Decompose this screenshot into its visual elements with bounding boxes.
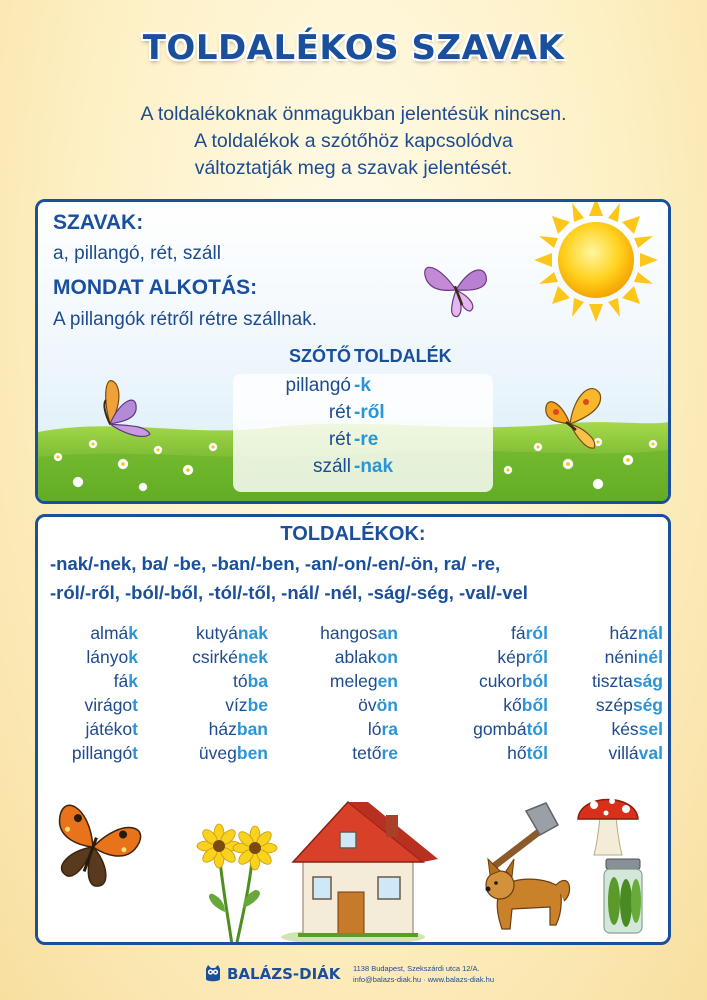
list-item <box>548 621 663 645</box>
list-item <box>48 717 138 741</box>
words-list: a, pillangó, rét, száll <box>53 243 221 264</box>
word-stem: hő <box>507 743 527 763</box>
word-stem: tó <box>232 671 248 691</box>
hammer-icon <box>493 803 558 867</box>
owl-logo-icon <box>203 963 223 983</box>
word-suffix: ra <box>381 719 398 739</box>
list-item <box>148 717 268 741</box>
word-stem: csirké <box>192 647 238 667</box>
word-suffix: ség <box>632 695 663 715</box>
word-suffix: től <box>526 743 548 763</box>
stem-cell: rét <box>328 402 351 423</box>
word-stem: öv <box>358 695 377 715</box>
intro-line: A toldalékoknak önmagukban jelentésük nincsen. <box>140 103 567 125</box>
table-row <box>238 429 498 455</box>
list-item <box>278 741 398 765</box>
word-suffix: k <box>128 623 138 643</box>
word-suffix: ból <box>521 671 548 691</box>
word-suffix: ról <box>525 623 548 643</box>
word-suffix: ság <box>632 671 663 691</box>
list-item <box>548 741 663 765</box>
mushroom-icon <box>578 798 638 855</box>
list-item <box>148 645 268 669</box>
list-item <box>278 693 398 717</box>
intro-line: változtatják meg a szavak jelentését. <box>194 157 513 179</box>
table-row <box>238 402 498 428</box>
suffix-list-line: -ról/-ről, -ból/-ből, -tól/-től, -nál/ -nél, -ság/-ség, -val/-vel <box>50 582 528 603</box>
suffix-list-line: -nak/-nek, ba/ -be, -ban/-ben, -an/-on/-en/-ön, ra/ -re, <box>50 553 501 574</box>
word-stem: tető <box>352 743 382 763</box>
list-item <box>48 669 138 693</box>
word-stem: virágo <box>84 695 133 715</box>
word-stem: néni <box>604 647 638 667</box>
sentence-heading: MONDAT ALKOTÁS: <box>53 276 258 299</box>
word-suffix: nak <box>237 623 268 643</box>
list-item <box>278 717 398 741</box>
list-item <box>148 693 268 717</box>
words-heading: SZAVAK: <box>53 211 144 234</box>
word-suffix: t <box>132 695 138 715</box>
list-item <box>423 693 548 717</box>
stem-cell: rét <box>328 429 351 450</box>
word-stem: fá <box>113 671 129 691</box>
list-item <box>48 645 138 669</box>
suffixes-panel <box>35 514 671 945</box>
suffix-cell: -re <box>354 429 379 450</box>
suffixes-heading: TOLDALÉKOK: <box>280 523 426 545</box>
word-stem: almá <box>90 623 129 643</box>
stem-cell: pillangó <box>285 375 351 396</box>
illustrations <box>38 787 668 945</box>
page-title: TOLDALÉKOS SZAVAK <box>142 28 565 68</box>
list-item <box>548 717 663 741</box>
word-suffix: nál <box>637 623 663 643</box>
list-item <box>423 645 548 669</box>
word-stem: szép <box>595 695 633 715</box>
word-column <box>48 621 138 765</box>
word-stem: kép <box>497 647 526 667</box>
list-item <box>148 741 268 765</box>
suffix-table-header <box>238 346 498 372</box>
word-stem: kutyá <box>196 623 238 643</box>
word-column <box>148 621 268 765</box>
list-item <box>423 741 548 765</box>
word-suffix: tól <box>526 719 548 739</box>
word-suffix: ből <box>521 695 548 715</box>
list-item <box>548 645 663 669</box>
word-stem: ablak <box>334 647 377 667</box>
word-stem: hangos <box>320 623 378 643</box>
list-item <box>48 741 138 765</box>
example-sentence: A pillangók rétről rétre szállnak. <box>53 309 318 330</box>
word-stem: gombá <box>473 719 527 739</box>
pickle-jar-icon <box>604 859 642 933</box>
list-item <box>423 669 548 693</box>
word-column <box>423 621 548 765</box>
word-stem: meleg <box>329 671 378 691</box>
word-column <box>548 621 663 765</box>
list-item <box>48 621 138 645</box>
word-stem: kés <box>611 719 639 739</box>
suffix-cell: -k <box>354 375 371 396</box>
word-stem: pillangó <box>71 743 133 763</box>
word-suffix: sel <box>638 719 663 739</box>
flower-icon <box>197 824 277 945</box>
list-item <box>278 645 398 669</box>
word-stem: cukor <box>478 671 522 691</box>
list-item <box>423 717 548 741</box>
word-suffix: nél <box>637 647 663 667</box>
word-stem: tiszta <box>591 671 633 691</box>
word-suffix: nek <box>237 647 268 667</box>
word-suffix: ben <box>236 743 268 763</box>
word-suffix: t <box>132 743 138 763</box>
house-icon <box>281 802 438 945</box>
list-item <box>423 621 548 645</box>
list-item <box>548 669 663 693</box>
column-header-suffix: TOLDALÉK <box>354 346 452 366</box>
word-suffix: k <box>128 671 138 691</box>
word-stem: kő <box>503 695 522 715</box>
word-stem: ház <box>208 719 237 739</box>
list-item <box>148 621 268 645</box>
word-stem: üveg <box>198 743 237 763</box>
list-item <box>278 669 398 693</box>
word-column <box>278 621 398 765</box>
table-row <box>238 456 498 482</box>
stem-cell: száll <box>312 456 351 477</box>
butterfly-icon <box>41 803 143 895</box>
word-stem: ló <box>367 719 382 739</box>
publisher-name: BALÁZS-DIÁK <box>227 965 341 983</box>
word-stem: villá <box>608 743 639 763</box>
publisher-web: info@balazs-diak.hu · www.balazs-diak.hu <box>353 975 495 984</box>
suffix-cell: -ről <box>354 402 385 423</box>
example-panel <box>35 199 671 504</box>
word-suffix: ba <box>247 671 268 691</box>
suffix-cell: -nak <box>354 456 394 477</box>
table-row <box>238 375 498 401</box>
word-suffix: ban <box>236 719 268 739</box>
word-suffix: t <box>132 719 138 739</box>
word-suffix: ön <box>376 695 398 715</box>
word-stem: játéko <box>85 719 133 739</box>
word-suffix: k <box>128 647 138 667</box>
publisher-contact <box>353 963 494 985</box>
list-item <box>548 693 663 717</box>
list-item <box>148 669 268 693</box>
word-suffix: be <box>247 695 268 715</box>
word-suffix: ről <box>525 647 548 667</box>
word-suffix: val <box>638 743 663 763</box>
publisher-address: 1138 Budapest, Szekszárdi utca 12/A. <box>353 964 480 973</box>
word-stem: fá <box>511 623 526 643</box>
list-item <box>278 621 398 645</box>
column-header-stem: SZÓTŐ <box>289 346 351 366</box>
word-suffix: on <box>376 647 398 667</box>
intro-text <box>60 101 647 182</box>
word-stem: víz <box>225 695 248 715</box>
word-suffix: an <box>377 623 398 643</box>
intro-line: A toldalékok a szótőhöz kapcsolódva <box>194 130 513 152</box>
dog-icon <box>486 859 570 929</box>
word-stem: lányo <box>86 647 129 667</box>
word-stem: ház <box>609 623 638 643</box>
list-item <box>48 693 138 717</box>
word-suffix: re <box>381 743 398 763</box>
word-suffix: en <box>377 671 398 691</box>
